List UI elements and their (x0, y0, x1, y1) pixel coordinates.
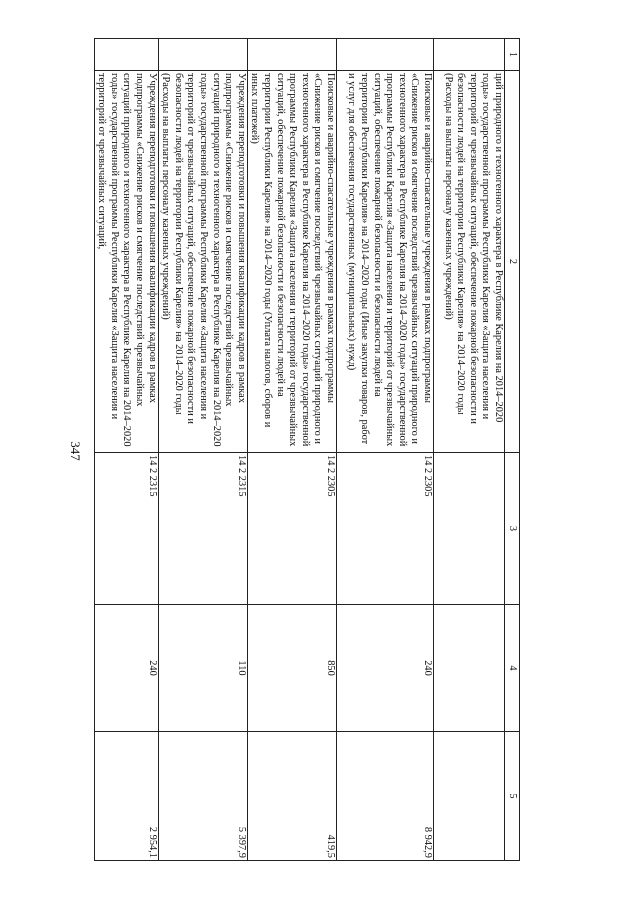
cell-col-1 (337, 39, 434, 71)
cell-expense-type: 110 (158, 605, 247, 732)
cell-col-1 (158, 39, 247, 71)
header-col-3: 3 (505, 453, 520, 605)
cell-col-1 (247, 39, 336, 71)
cell-expense-type (434, 605, 505, 732)
cell-target-code (434, 453, 505, 605)
cell-amount: 5 397,9 (158, 732, 247, 861)
header-col-4: 4 (505, 605, 520, 732)
cell-description: Поисковые и аварийно-спасательные учреждения в рамках подпрограммы «Снижение рисков и смягчение последствий чрезвычайных ситуаций природного и техногенного характера в Республике Карелия на 2014–2020 годы» государственной программы Республики Карелия «Защита населения и территорий от чрезвычайных ситуаций, обеспечение пожарной безопасности и безопасности людей на территории Республики Карелия» на 2014–2020 годы (Иные закупки товаров, работ и услуг для обеспечения государственных (муниципальных) нужд) (337, 71, 434, 453)
cell-col-1 (94, 39, 158, 71)
header-col-1: 1 (505, 39, 520, 71)
header-col-2: 2 (505, 71, 520, 453)
table-row (247, 39, 336, 861)
cell-description: ций природного и техногенного характера в Республике Карелия на 2014–2020 годы» государственной программы Республики Карелия «Защита населения и территорий от чрезвычайных ситуаций, обеспечение пожарной безопасности и безопасности людей на территории Республики Карелия» на 2014–2020 годы (Расходы на выплаты персоналу казенных учреждений) (434, 71, 505, 453)
header-col-5: 5 (505, 732, 520, 861)
cell-col-1 (434, 39, 505, 71)
table-row (337, 39, 434, 861)
rotated-table-container (96, 38, 520, 860)
header-row (505, 39, 520, 861)
cell-target-code: 14 2 2305 (337, 453, 434, 605)
cell-description: Учреждения переподготовки и повышения квалификации кадров в рамках подпрограммы «Снижение рисков и смягчение последствий чрезвычайных ситуаций природного и техногенного характера в Республике Карелия на 2014–2020 годы» государственной программы Республики Карелия «Защита населения и территорий от чрезвычайных ситуаций, (94, 71, 158, 453)
table-frame (96, 38, 520, 860)
cell-amount: 8 942,9 (337, 732, 434, 861)
table-row (434, 39, 505, 861)
cell-target-code: 14 2 2315 (158, 453, 247, 605)
cell-amount: 419,5 (247, 732, 336, 861)
cell-amount (434, 732, 505, 861)
page-number: 347 (68, 441, 83, 461)
cell-description: Поисковые и аварийно-спасательные учреждения в рамках подпрограммы «Снижение рисков и смягчение последствий чрезвычайных ситуаций природного и техногенного характера в Республике Карелия на 2014–2020 годы» государственной программы Республики Карелия «Защита населения и территорий от чрезвычайных ситуаций, обеспечение пожарной безопасности и безопасности людей на территории Республики Карелия» на 2014–2020 годы (Уплата налогов, сборов и иных платежей) (247, 71, 336, 453)
cell-expense-type: 240 (94, 605, 158, 732)
table-row (94, 39, 158, 861)
cell-description: Учреждения переподготовки и повышения квалификации кадров в рамках подпрограммы «Снижение рисков и смягчение последствий чрезвычайных ситуаций природного и техногенного характера в Республике Карелия на 2014–2020 годы» государственной программы Республики Карелия «Защита населения и территорий от чрезвычайных ситуаций, обеспечение пожарной безопасности и безопасности людей на территории Республики Карелия» на 2014–2020 годы (Расходы на выплаты персоналу казенных учреждений) (158, 71, 247, 453)
cell-target-code: 14 2 2315 (94, 453, 158, 605)
cell-expense-type: 240 (337, 605, 434, 732)
appropriations-table (94, 38, 520, 861)
cell-target-code: 14 2 2305 (247, 453, 336, 605)
cell-expense-type: 850 (247, 605, 336, 732)
cell-amount: 2 954,1 (94, 732, 158, 861)
table-row (158, 39, 247, 861)
